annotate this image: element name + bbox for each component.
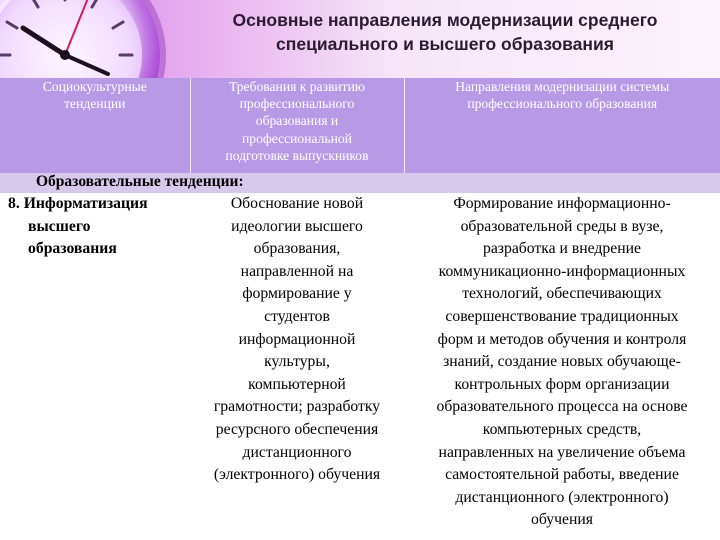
- header-text-line: Требования к развитию: [228, 79, 366, 94]
- cell-text-line: компьютерной: [248, 375, 346, 393]
- requirements-cell: [190, 193, 404, 532]
- table-header-row: [0, 78, 720, 173]
- trend-cell: [0, 193, 190, 532]
- cell-text-line: формирование у: [242, 285, 352, 303]
- header-text-line: Социокультурные: [42, 79, 147, 94]
- cell-text-line: Формирование информационно-: [453, 195, 671, 212]
- cell-text-line: знаний, создание новых обучающе-: [443, 353, 681, 371]
- section-label: Образовательные тенденции:: [0, 173, 720, 193]
- cell-text-line: образования,: [253, 240, 341, 258]
- title-line-1: Основные направления модернизации среднего: [232, 10, 658, 30]
- header-text-line: Направления модернизации системы: [455, 79, 670, 94]
- header-text-line: подготовке выпускников: [225, 147, 369, 163]
- header-text-line: профессионального: [239, 96, 355, 112]
- section-row: [0, 173, 720, 193]
- cell-text-line: Обоснование новой: [230, 195, 364, 212]
- cell-text-line: обучения: [531, 511, 593, 529]
- cell-text-line: совершенствование традиционных: [445, 307, 679, 325]
- table-row: [0, 193, 720, 532]
- cell-text-line: компьютерных средств,: [482, 420, 642, 438]
- cell-text-line: направленных на увеличение объема: [438, 443, 686, 461]
- cell-text-line: информационной: [238, 330, 356, 348]
- page-title: [170, 6, 720, 78]
- header-text-line: профессионального образования: [467, 96, 658, 112]
- cell-text-line: грамотности; разработку: [213, 398, 381, 416]
- trend-text-line: высшего: [28, 217, 91, 235]
- header-sociocultural-trends: [0, 78, 190, 173]
- modernization-table: [0, 78, 720, 532]
- cell-text-line: дистанционного (электронного): [455, 488, 669, 506]
- cell-text-line: культуры,: [264, 353, 330, 371]
- cell-text-line: разработка и внедрение: [483, 240, 641, 258]
- directions-cell: [404, 193, 720, 532]
- header-modernization-directions: [404, 78, 720, 173]
- cell-text-line: направленной на: [240, 262, 354, 280]
- header-requirements: [190, 78, 404, 173]
- trend-text-line: 8. Информатизация: [8, 195, 148, 212]
- title-line-2: специального и высшего образования: [276, 34, 614, 54]
- header-text-line: профессиональной: [242, 130, 352, 146]
- trend-text-line: образования: [28, 240, 117, 258]
- cell-text-line: образовательной среды в вузе,: [460, 217, 664, 235]
- header-text-line: тенденции: [64, 96, 126, 112]
- cell-text-line: технологий, обеспечивающих: [462, 285, 662, 303]
- cell-text-line: образовательного процесса на основе: [436, 398, 688, 416]
- cell-text-line: самостоятельной работы, введение: [445, 466, 679, 484]
- cell-text-line: (электронного) обучения: [213, 466, 381, 484]
- cell-text-line: студентов: [264, 307, 330, 325]
- cell-text-line: форм и методов обучения и контроля: [437, 330, 687, 348]
- cell-text-line: коммуникационно-информационных: [438, 262, 686, 280]
- cell-text-line: идеологии высшего: [231, 217, 363, 235]
- title-banner: [0, 0, 720, 80]
- cell-text-line: контрольных форм организации: [454, 375, 670, 393]
- cell-text-line: дистанционного: [242, 443, 352, 461]
- cell-text-line: ресурсного обеспечения: [215, 420, 379, 438]
- header-text-line: образования и: [255, 113, 339, 129]
